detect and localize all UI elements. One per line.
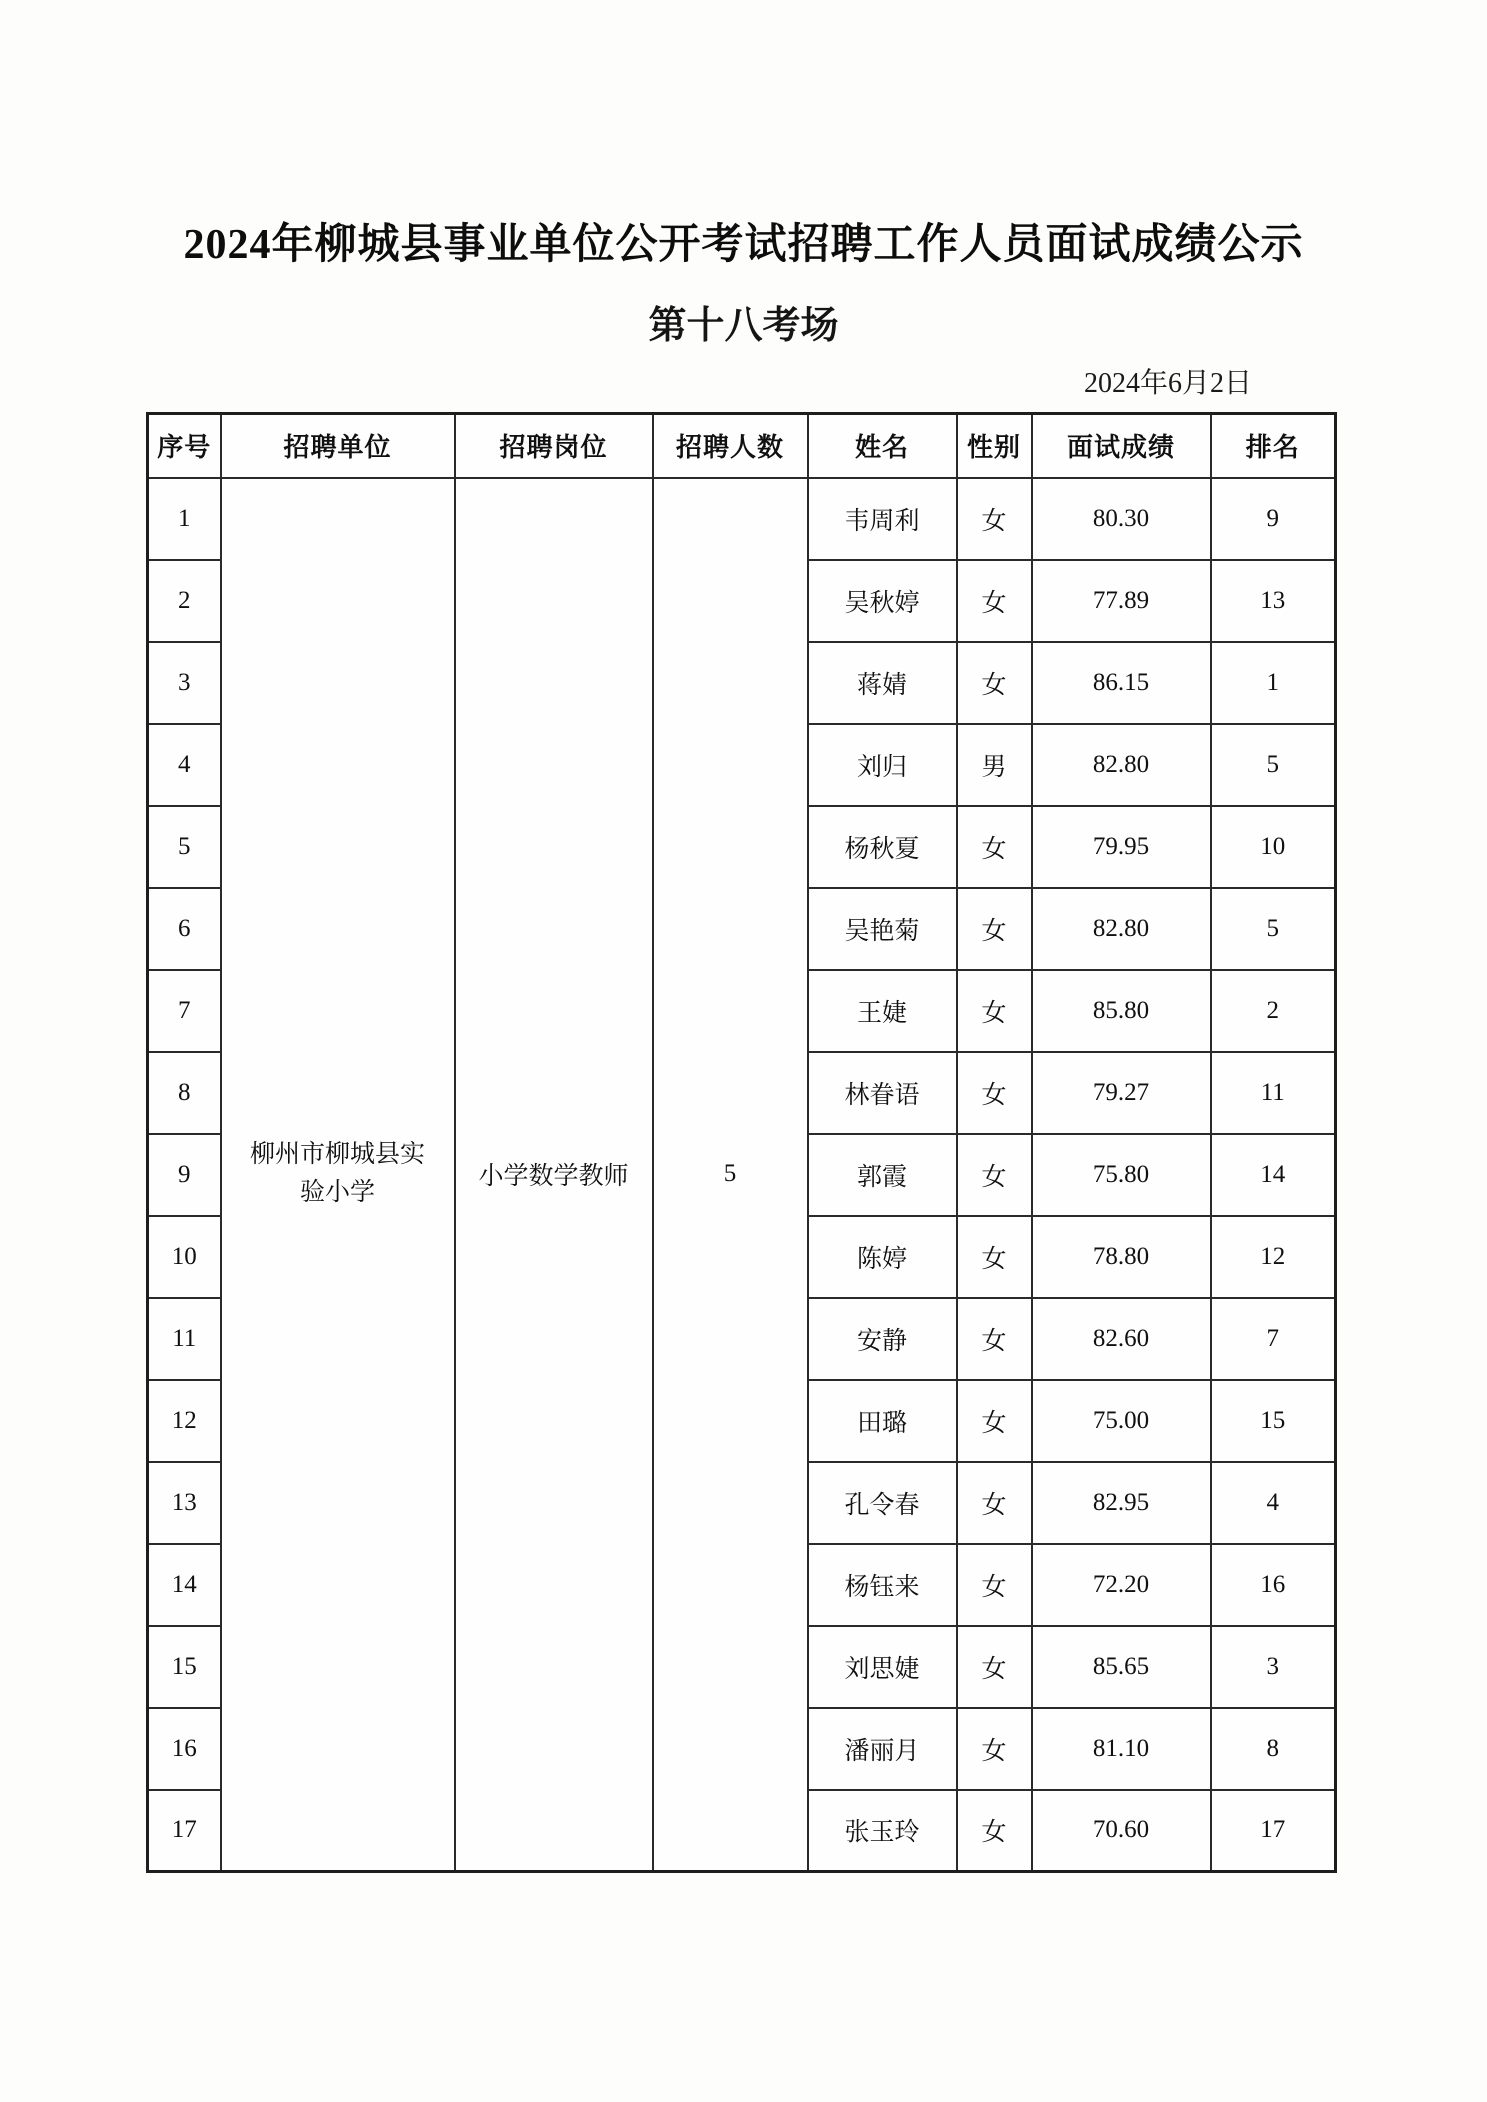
score-cell: 82.95 bbox=[1032, 1462, 1211, 1544]
page-subtitle: 第十八考场 bbox=[648, 305, 839, 347]
seq-cell: 4 bbox=[148, 724, 221, 806]
gender-cell: 女 bbox=[957, 478, 1032, 560]
score-cell: 78.80 bbox=[1032, 1216, 1211, 1298]
score-cell: 75.00 bbox=[1032, 1380, 1211, 1462]
gender-cell: 女 bbox=[957, 1380, 1032, 1462]
column-header-score: 面试成绩 bbox=[1032, 414, 1211, 478]
name-cell: 刘思婕 bbox=[808, 1626, 957, 1708]
seq-cell: 12 bbox=[148, 1380, 221, 1462]
gender-cell: 男 bbox=[957, 724, 1032, 806]
seq-cell: 3 bbox=[148, 642, 221, 724]
score-cell: 79.95 bbox=[1032, 806, 1211, 888]
column-header-rank: 排名 bbox=[1211, 414, 1336, 478]
score-cell: 75.80 bbox=[1032, 1134, 1211, 1216]
seq-cell: 10 bbox=[148, 1216, 221, 1298]
name-cell: 王婕 bbox=[808, 970, 957, 1052]
name-cell: 韦周利 bbox=[808, 478, 957, 560]
rank-cell: 11 bbox=[1211, 1052, 1336, 1134]
seq-cell: 7 bbox=[148, 970, 221, 1052]
column-header-headcount: 招聘人数 bbox=[653, 414, 808, 478]
column-header-name: 姓名 bbox=[808, 414, 957, 478]
page-title: 2024年柳城县事业单位公开考试招聘工作人员面试成绩公示 bbox=[183, 222, 1304, 268]
recruitment-score-table bbox=[146, 412, 1337, 1873]
rank-cell: 16 bbox=[1211, 1544, 1336, 1626]
seq-cell: 6 bbox=[148, 888, 221, 970]
score-cell: 70.60 bbox=[1032, 1790, 1211, 1872]
score-cell: 72.20 bbox=[1032, 1544, 1211, 1626]
rank-cell: 1 bbox=[1211, 642, 1336, 724]
gender-cell: 女 bbox=[957, 1626, 1032, 1708]
column-header-unit: 招聘单位 bbox=[221, 414, 455, 478]
headcount-cell: 5 bbox=[653, 478, 808, 1872]
gender-cell: 女 bbox=[957, 560, 1032, 642]
rank-cell: 15 bbox=[1211, 1380, 1336, 1462]
rank-cell: 5 bbox=[1211, 724, 1336, 806]
gender-cell: 女 bbox=[957, 806, 1032, 888]
gender-cell: 女 bbox=[957, 888, 1032, 970]
score-cell: 80.30 bbox=[1032, 478, 1211, 560]
unit-cell bbox=[221, 478, 455, 1872]
name-cell: 蒋婧 bbox=[808, 642, 957, 724]
header-row bbox=[148, 414, 1336, 478]
rank-cell: 8 bbox=[1211, 1708, 1336, 1790]
gender-cell: 女 bbox=[957, 1298, 1032, 1380]
rank-cell: 2 bbox=[1211, 970, 1336, 1052]
column-header-seq: 序号 bbox=[148, 414, 221, 478]
name-cell: 郭霞 bbox=[808, 1134, 957, 1216]
seq-cell: 9 bbox=[148, 1134, 221, 1216]
table-header bbox=[148, 414, 1336, 478]
date-label: 2024年6月2日 bbox=[1083, 368, 1252, 399]
gender-cell: 女 bbox=[957, 1790, 1032, 1872]
rank-cell: 4 bbox=[1211, 1462, 1336, 1544]
name-cell: 刘归 bbox=[808, 724, 957, 806]
seq-cell: 2 bbox=[148, 560, 221, 642]
gender-cell: 女 bbox=[957, 1216, 1032, 1298]
seq-cell: 5 bbox=[148, 806, 221, 888]
gender-cell: 女 bbox=[957, 1134, 1032, 1216]
gender-cell: 女 bbox=[957, 1462, 1032, 1544]
name-cell: 张玉玲 bbox=[808, 1790, 957, 1872]
column-header-gender: 性别 bbox=[957, 414, 1032, 478]
score-cell: 77.89 bbox=[1032, 560, 1211, 642]
rank-cell: 13 bbox=[1211, 560, 1336, 642]
gender-cell: 女 bbox=[957, 970, 1032, 1052]
rank-cell: 3 bbox=[1211, 1626, 1336, 1708]
table-row bbox=[148, 478, 1336, 560]
name-cell: 林眷语 bbox=[808, 1052, 957, 1134]
seq-cell: 16 bbox=[148, 1708, 221, 1790]
rank-cell: 14 bbox=[1211, 1134, 1336, 1216]
gender-cell: 女 bbox=[957, 1708, 1032, 1790]
score-cell: 82.80 bbox=[1032, 724, 1211, 806]
score-cell: 85.65 bbox=[1032, 1626, 1211, 1708]
position-cell: 小学数学教师 bbox=[455, 478, 653, 1872]
seq-cell: 14 bbox=[148, 1544, 221, 1626]
score-cell: 82.80 bbox=[1032, 888, 1211, 970]
name-cell: 安静 bbox=[808, 1298, 957, 1380]
gender-cell: 女 bbox=[957, 642, 1032, 724]
score-cell: 82.60 bbox=[1032, 1298, 1211, 1380]
gender-cell: 女 bbox=[957, 1544, 1032, 1626]
seq-cell: 17 bbox=[148, 1790, 221, 1872]
rank-cell: 7 bbox=[1211, 1298, 1336, 1380]
score-cell: 81.10 bbox=[1032, 1708, 1211, 1790]
name-cell: 吴艳菊 bbox=[808, 888, 957, 970]
table-body bbox=[148, 478, 1336, 1872]
unit-text: 柳州市柳城县实验小学 bbox=[249, 1140, 425, 1207]
rank-cell: 10 bbox=[1211, 806, 1336, 888]
name-cell: 杨秋夏 bbox=[808, 806, 957, 888]
name-cell: 陈婷 bbox=[808, 1216, 957, 1298]
score-cell: 79.27 bbox=[1032, 1052, 1211, 1134]
rank-cell: 5 bbox=[1211, 888, 1336, 970]
column-header-position: 招聘岗位 bbox=[455, 414, 653, 478]
name-cell: 潘丽月 bbox=[808, 1708, 957, 1790]
seq-cell: 15 bbox=[148, 1626, 221, 1708]
seq-cell: 8 bbox=[148, 1052, 221, 1134]
name-cell: 吴秋婷 bbox=[808, 560, 957, 642]
gender-cell: 女 bbox=[957, 1052, 1032, 1134]
seq-cell: 13 bbox=[148, 1462, 221, 1544]
name-cell: 孔令春 bbox=[808, 1462, 957, 1544]
seq-cell: 1 bbox=[148, 478, 221, 560]
score-cell: 85.80 bbox=[1032, 970, 1211, 1052]
name-cell: 杨钰来 bbox=[808, 1544, 957, 1626]
score-cell: 86.15 bbox=[1032, 642, 1211, 724]
rank-cell: 9 bbox=[1211, 478, 1336, 560]
rank-cell: 17 bbox=[1211, 1790, 1336, 1872]
rank-cell: 12 bbox=[1211, 1216, 1336, 1298]
name-cell: 田璐 bbox=[808, 1380, 957, 1462]
seq-cell: 11 bbox=[148, 1298, 221, 1380]
